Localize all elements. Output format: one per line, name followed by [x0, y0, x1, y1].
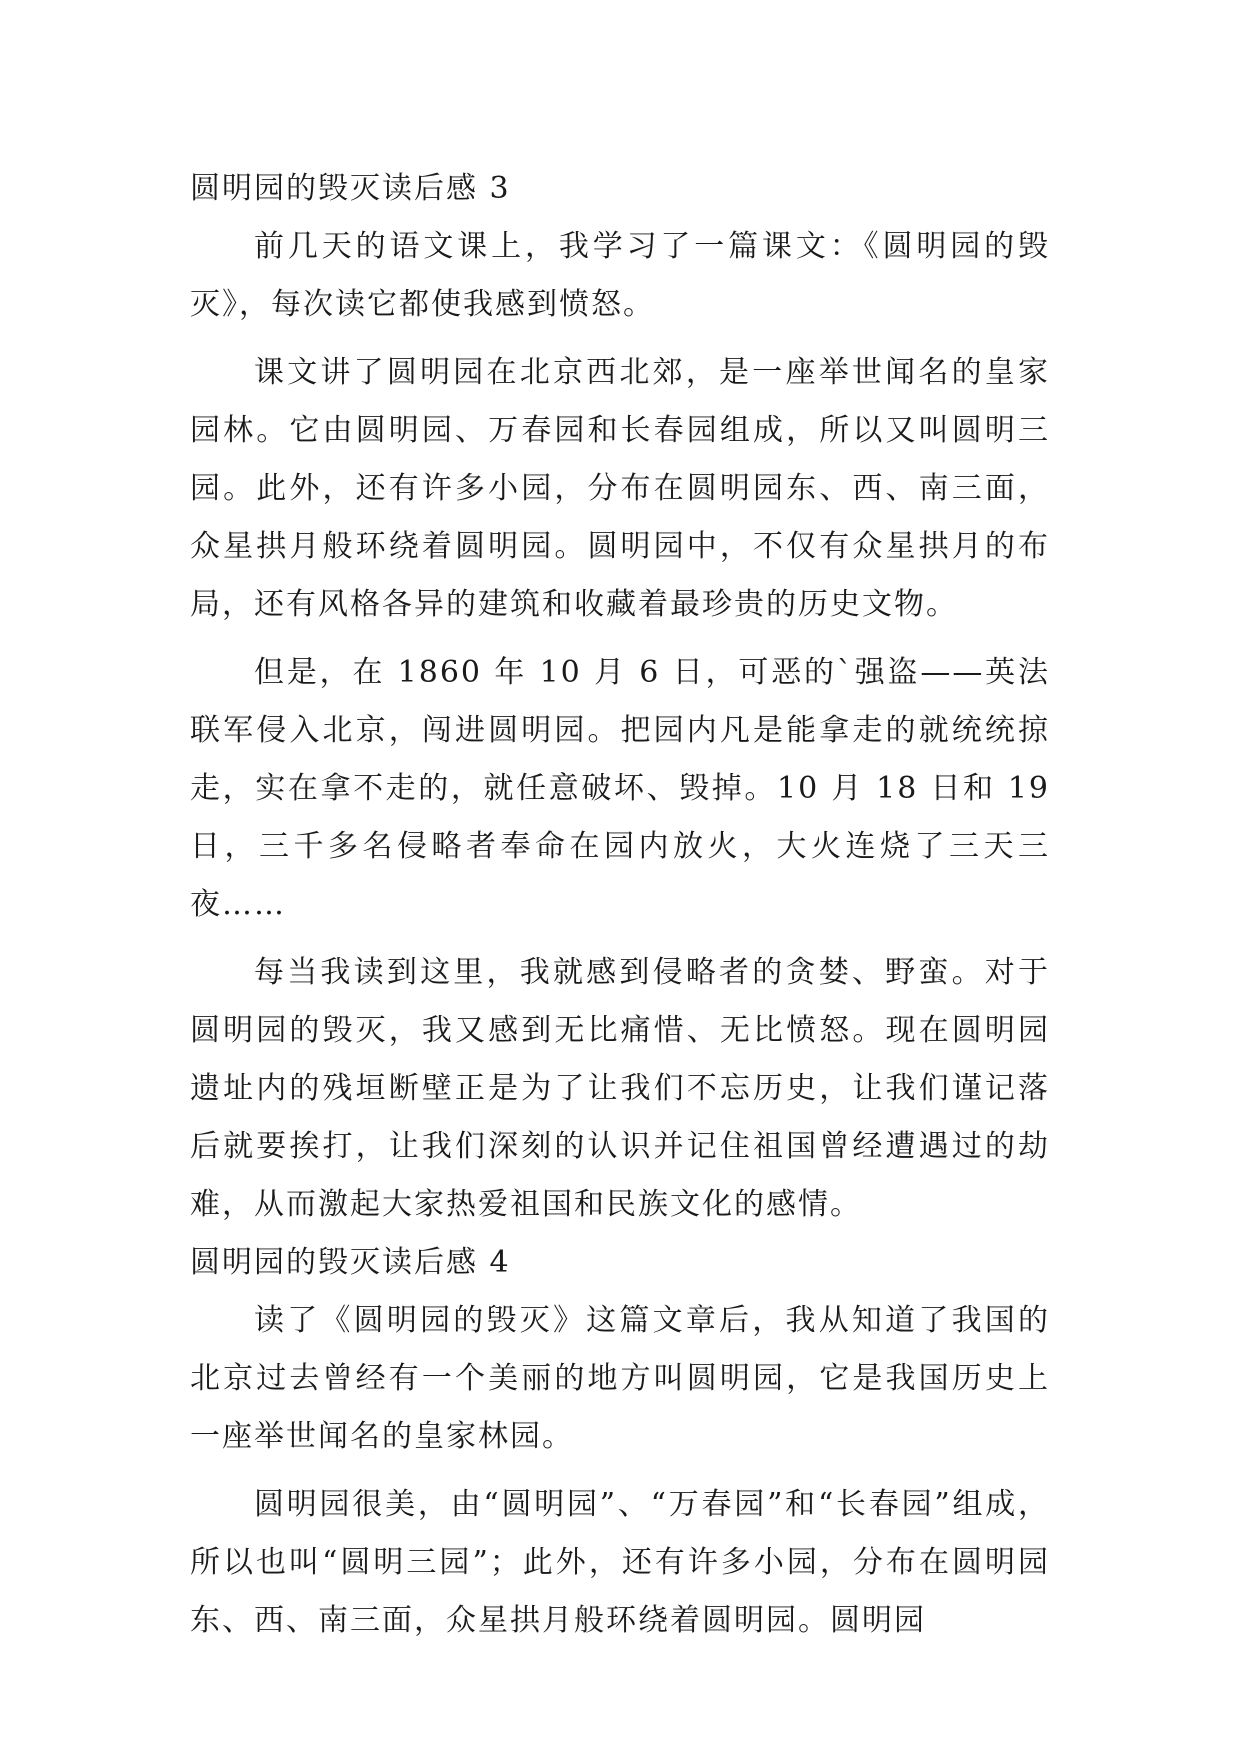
paragraph: 前几天的语文课上，我学习了一篇课文：《圆明园的毁灭》，每次读它都使我感到愤怒。	[190, 229, 1050, 322]
document-page	[190, 160, 1050, 1660]
section-review-3	[190, 160, 1050, 1234]
paragraph: 读了《圆明园的毁灭》这篇文章后，我从知道了我国的北京过去曾经有一个美丽的地方叫圆明园，它是我国历史上一座举世闻名的皇家林园。	[190, 1303, 1050, 1454]
section-review-4	[190, 1234, 1050, 1650]
paragraph: 但是，在 1860 年 10 月 6 日，可恶的`强盗——英法联军侵入北京，闯进圆明园。把园内凡是能拿走的就统统掠走，实在拿不走的，就任意破坏、毁掉。10 月 18 日和 19 日，三千多名侵略者奉命在园内放火，大火连烧了三天三夜……	[190, 655, 1050, 922]
paragraph: 圆明园很美，由“圆明园”、“万春园”和“长春园”组成，所以也叫“圆明三园”；此外，还有许多小园，分布在圆明园东、西、南三面，众星拱月般环绕着圆明园。圆明园	[190, 1487, 1050, 1638]
section-title: 圆明园的毁灭读后感 4	[190, 1245, 511, 1280]
paragraph: 课文讲了圆明园在北京西北郊，是一座举世闻名的皇家园林。它由圆明园、万春园和长春园组成，所以又叫圆明三园。此外，还有许多小园，分布在圆明园东、西、南三面，众星拱月般环绕着圆明园。圆明园中，不仅有众星拱月的布局，还有风格各异的建筑和收藏着最珍贵的历史文物。	[190, 355, 1050, 622]
paragraph: 每当我读到这里，我就感到侵略者的贪婪、野蛮。对于圆明园的毁灭，我又感到无比痛惜、无比愤怒。现在圆明园遗址内的残垣断壁正是为了让我们不忘历史，让我们谨记落后就要挨打，让我们深刻的认识并记住祖国曾经遭遇过的劫难，从而激起大家热爱祖国和民族文化的感情。	[190, 955, 1050, 1222]
section-title: 圆明园的毁灭读后感 3	[190, 171, 511, 206]
